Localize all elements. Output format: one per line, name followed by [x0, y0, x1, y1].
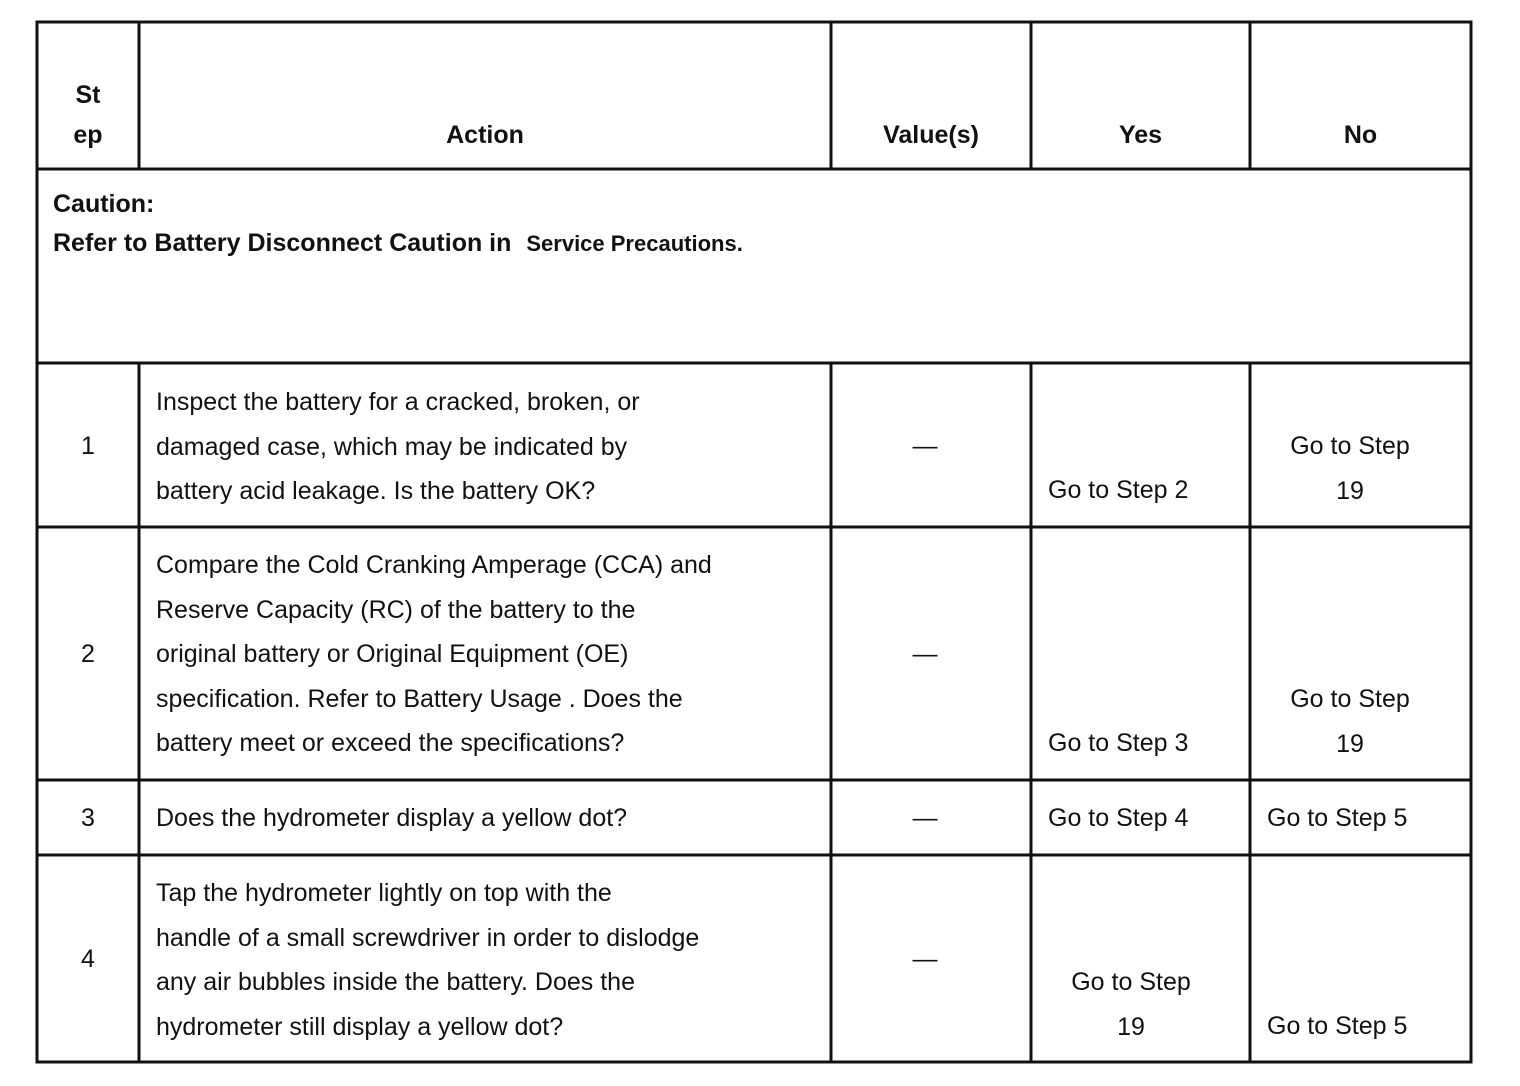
row-4-yes [1032, 960, 1230, 1049]
row-1-action-line: battery acid leakage. Is the battery OK? [156, 477, 596, 505]
header-action: Action [446, 121, 524, 149]
row-3-value: — [912, 804, 938, 832]
row-2-action-line: original battery or Original Equipment (OE) [156, 640, 629, 668]
row-1-no-line: Go to Step [1290, 432, 1410, 460]
row-2-step: 2 [81, 640, 95, 668]
row-4-action-line: hydrometer still display a yellow dot? [156, 1012, 564, 1041]
header-yes: Yes [1118, 121, 1163, 149]
row-1-step: 1 [81, 432, 95, 460]
row-1-no [1251, 424, 1449, 513]
row-2-action [156, 543, 712, 766]
row-1-value: — [912, 432, 938, 460]
header-values: Value(s) [883, 121, 979, 149]
service-precautions-link[interactable]: Service Precautions. [526, 231, 743, 256]
row-2-value: — [912, 640, 938, 668]
row-3-action [156, 796, 627, 841]
row-2-no [1251, 677, 1449, 766]
row-2-action-line: Reserve Capacity (RC) of the battery to the [156, 595, 636, 624]
row-2-action-line: battery meet or exceed the specifications? [156, 729, 625, 757]
row-2-yes: Go to Step 3 [1048, 729, 1189, 757]
row-3-yes: Go to Step 4 [1048, 804, 1189, 832]
row-4-step: 4 [81, 945, 95, 973]
caution-text [53, 221, 743, 266]
row-2-no-line: 19 [1336, 729, 1364, 758]
row-2-action-line: Compare the Cold Cranking Amperage (CCA) and [156, 551, 712, 579]
row-2-action-line: specification. Refer to Battery Usage . Does the [156, 684, 683, 713]
row-1-no-line: 19 [1336, 476, 1364, 505]
row-4-action-line: handle of a small screwdriver in order to dislodge [156, 923, 700, 952]
row-4-yes-line: Go to Step [1071, 968, 1191, 996]
row-3-no: Go to Step 5 [1267, 804, 1408, 832]
row-1-yes: Go to Step 2 [1048, 476, 1189, 504]
row-4-yes-line: 19 [1117, 1012, 1145, 1041]
row-2-no-line: Go to Step [1290, 685, 1410, 713]
row-4-action-line: any air bubbles inside the battery. Does the [156, 968, 635, 996]
row-1-action-line: damaged case, which may be indicated by [156, 432, 628, 461]
header-step-line1: St [75, 81, 101, 109]
caution-text-body: Refer to Battery Disconnect Caution in [53, 229, 512, 257]
row-1-action [156, 380, 640, 514]
row-1-action-line: Inspect the battery for a cracked, broken, or [156, 388, 640, 416]
header-step-line2: ep [73, 121, 103, 149]
row-4-no: Go to Step 5 [1267, 1012, 1408, 1040]
row-4-action [156, 871, 699, 1049]
caution-title: Caution: [53, 190, 155, 218]
header-no: No [1343, 121, 1378, 149]
row-3-step: 3 [81, 804, 95, 832]
row-3-action-line: Does the hydrometer display a yellow dot? [156, 804, 628, 832]
row-4-value: — [912, 945, 938, 973]
row-4-action-line: Tap the hydrometer lightly on top with the [156, 879, 612, 907]
